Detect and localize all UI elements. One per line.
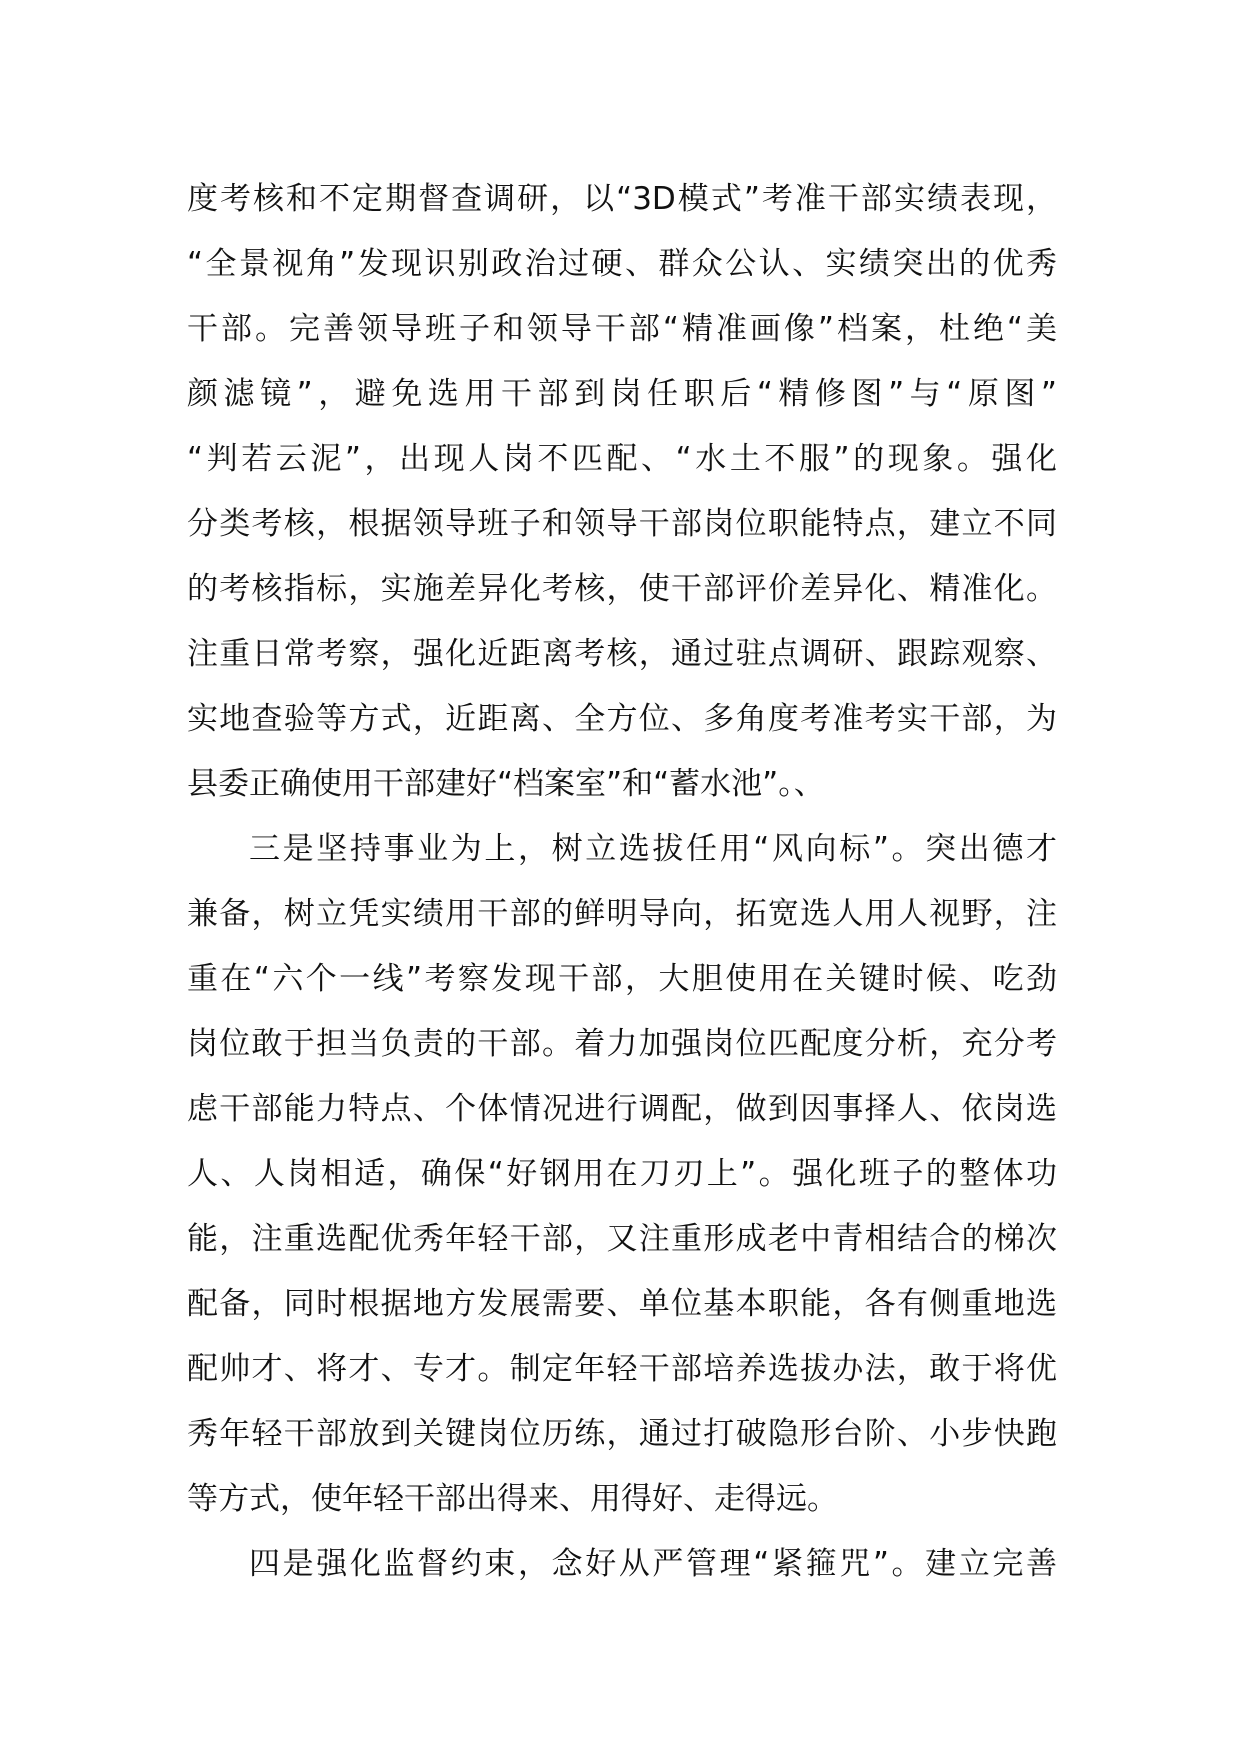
text-line: 等方式，使年轻干部出得来、用得好、走得远。 [187, 1481, 838, 1517]
text-line: 岗位敢于担当负责的干部。着力加强岗位匹配度分析，充分考 [187, 1026, 1057, 1062]
text-line: 兼备，树立凭实绩用干部的鲜明导向，拓宽选人用人视野，注 [187, 896, 1057, 932]
text-line: 重在“六个一线”考察发现干部，大胆使用在关键时候、吃劲 [187, 961, 1057, 997]
text-line: 干部。完善领导班子和领导干部“精准画像”档案，杜绝“美 [187, 311, 1057, 347]
text-line: 县委正确使用干部建好“档案室”和“蓄水池”。、 [187, 766, 825, 802]
text-line: 配备，同时根据地方发展需要、单位基本职能，各有侧重地选 [187, 1286, 1057, 1322]
body-text [187, 167, 1057, 1597]
text-line: 分类考核，根据领导班子和领导干部岗位职能特点，建立不同 [187, 506, 1057, 542]
text-line: 虑干部能力特点、个体情况进行调配，做到因事择人、依岗选 [187, 1091, 1057, 1127]
text-line: 人、人岗相适，确保“好钢用在刀刃上”。强化班子的整体功 [187, 1156, 1057, 1192]
text-line: 注重日常考察，强化近距离考核，通过驻点调研、跟踪观察、 [187, 636, 1057, 672]
paragraph-first-line: 三是坚持事业为上，树立选拔任用“风向标”。突出德才 [249, 831, 1057, 867]
text-line: 度考核和不定期督查调研，以“3D模式”考准干部实绩表现， [187, 181, 1057, 217]
text-line: 能，注重选配优秀年轻干部，又注重形成老中青相结合的梯次 [187, 1221, 1057, 1257]
text-line: “判若云泥”，出现人岗不匹配、“水土不服”的现象。强化 [187, 441, 1057, 477]
text-line: 颜滤镜”，避免选用干部到岗任职后“精修图”与“原图” [187, 376, 1057, 412]
text-line: “全景视角”发现识别政治过硬、群众公认、实绩突出的优秀 [187, 246, 1057, 282]
text-line: 实地查验等方式，近距离、全方位、多角度考准考实干部，为 [187, 701, 1057, 737]
text-line: 配帅才、将才、专才。制定年轻干部培养选拔办法，敢于将优 [187, 1351, 1057, 1387]
text-line: 秀年轻干部放到关键岗位历练，通过打破隐形台阶、小步快跑 [187, 1416, 1057, 1452]
text-line: 的考核指标，实施差异化考核，使干部评价差异化、精准化。 [187, 571, 1057, 607]
paragraph-first-line: 四是强化监督约束，念好从严管理“紧箍咒”。建立完善 [249, 1546, 1057, 1582]
